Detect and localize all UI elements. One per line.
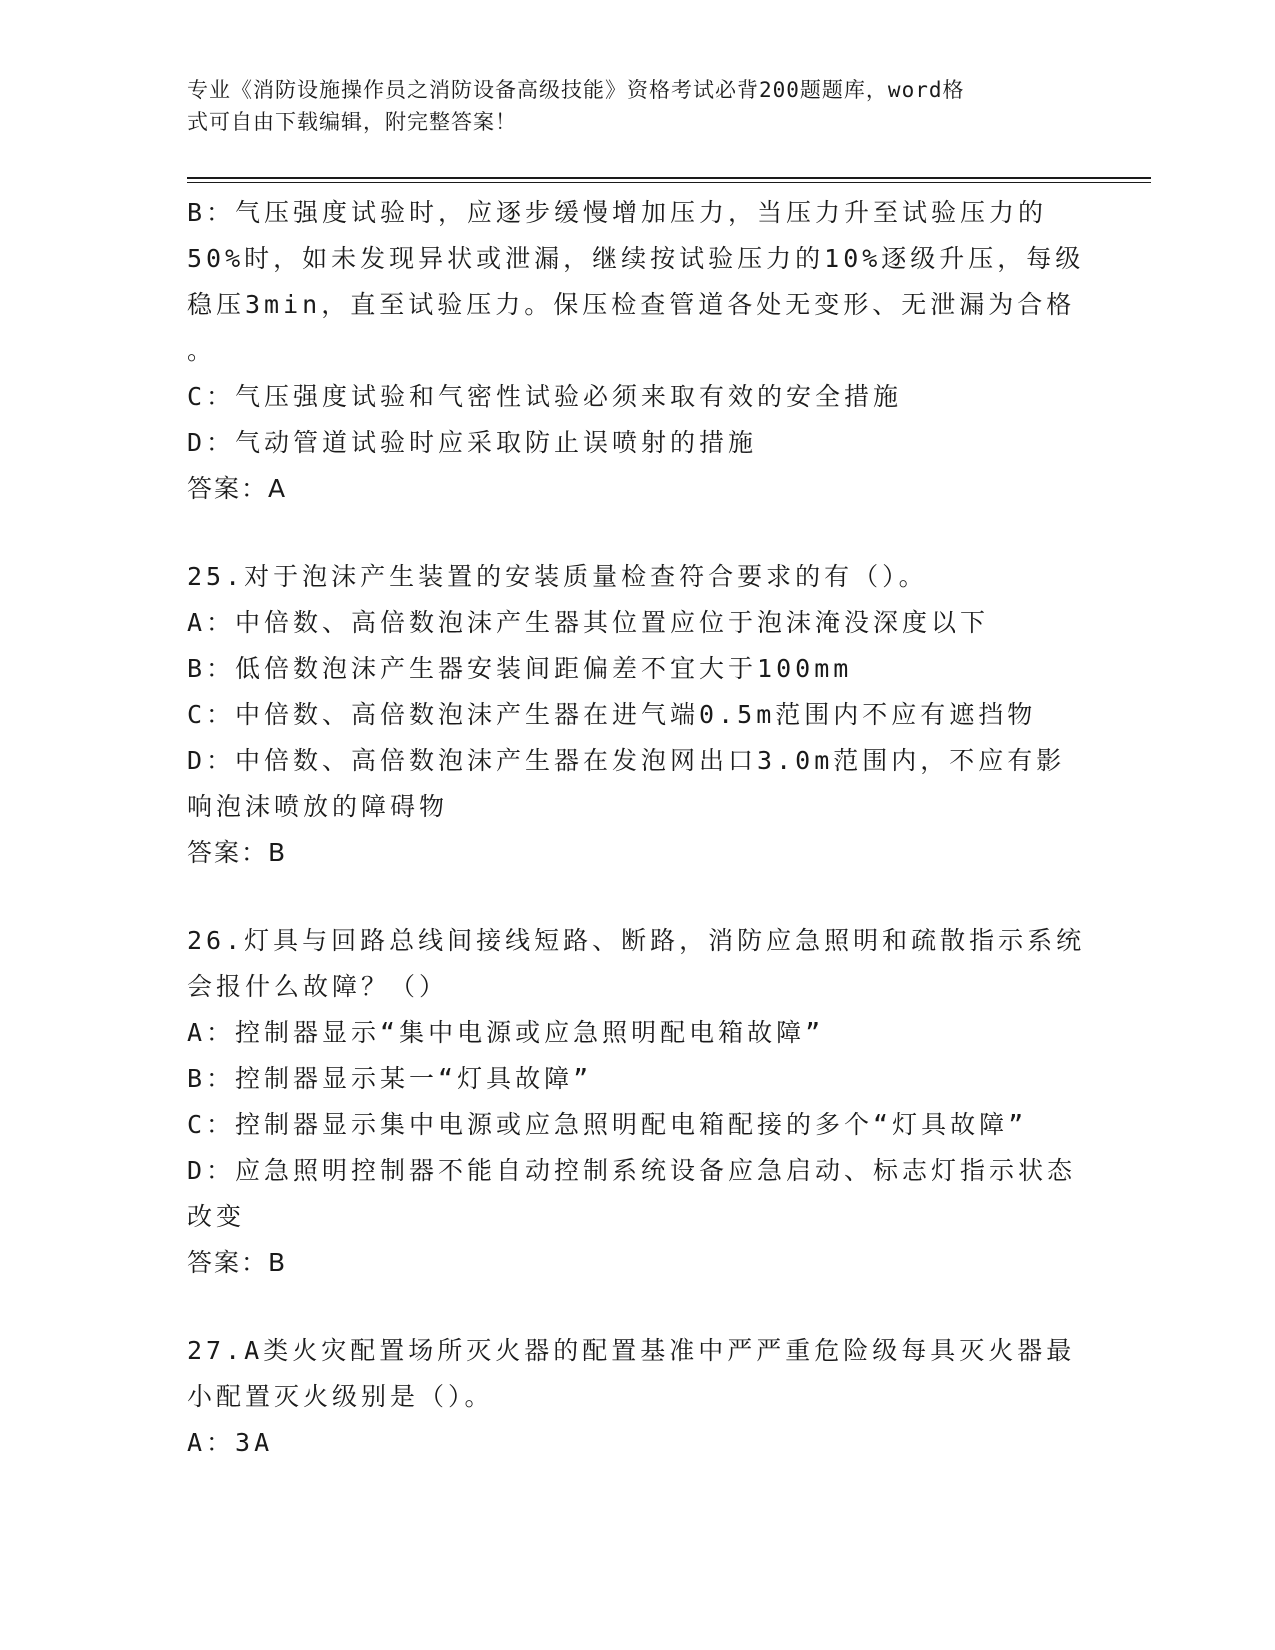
q25-stem: 25.对于泡沫产生装置的安装质量检查符合要求的有（）。 xyxy=(187,562,928,591)
q25-option-a: A：中倍数、高倍数泡沫产生器其位置应位于泡沫淹没深度以下 xyxy=(187,608,990,637)
document-header xyxy=(187,74,1057,138)
question-spacer xyxy=(187,512,1067,554)
question-spacer xyxy=(187,876,1067,918)
q24-option-b-line-2: 50%时，如未发现异状或泄漏，继续按试验压力的10%逐级升压，每级 xyxy=(187,244,1085,273)
q24-option-b-line-1: B：气压强度试验时，应逐步缓慢增加压力，当压力升至试验压力的 xyxy=(187,198,1048,227)
q26-option-d-line-2: 改变 xyxy=(187,1202,246,1231)
q24-option-c: C：气压强度试验和气密性试验必须来取有效的安全措施 xyxy=(187,382,903,411)
question-26-block xyxy=(187,918,1086,1286)
q25-option-d-line-1: D：中倍数、高倍数泡沫产生器在发泡网出口3.0m范围内，不应有影 xyxy=(187,746,1066,775)
q26-option-c: C：控制器显示集中电源或应急照明配电箱配接的多个“灯具故障” xyxy=(187,1110,1028,1139)
q24-option-b-line-3: 稳压3min，直至试验压力。保压检查管道各处无变形、无泄漏为合格 xyxy=(187,290,1076,319)
q27-option-a: A：3A xyxy=(187,1428,274,1457)
q26-option-b: B：控制器显示某一“灯具故障” xyxy=(187,1064,593,1093)
header-line-1: 专业《消防设施操作员之消防设备高级技能》资格考试必背200题题库，word格 xyxy=(187,78,965,102)
q26-option-a: A：控制器显示“集中电源或应急照明配电箱故障” xyxy=(187,1018,825,1047)
q26-stem-line-2: 会报什么故障？（） xyxy=(187,972,449,1001)
q24-option-d: D：气动管道试验时应采取防止误喷射的措施 xyxy=(187,428,758,457)
q26-answer: 答案：B xyxy=(187,1248,288,1277)
q27-stem-line-1: 27.A类火灾配置场所灭火器的配置基准中严严重危险级每具灭火器最 xyxy=(187,1336,1076,1365)
question-25-block xyxy=(187,554,1067,876)
q25-option-b: B：低倍数泡沫产生器安装间距偏差不宜大于100mm xyxy=(187,654,853,683)
q27-stem-line-2: 小配置灭火级别是（）。 xyxy=(187,1382,494,1411)
q25-option-d-line-2: 响泡沫喷放的障碍物 xyxy=(187,792,449,821)
q26-option-d-line-1: D：应急照明控制器不能自动控制系统设备应急启动、标志灯指示状态 xyxy=(187,1156,1077,1185)
q24-answer: 答案：A xyxy=(187,474,288,503)
q24-option-b-line-4: 。 xyxy=(187,336,217,365)
question-24-block xyxy=(187,190,1085,512)
q25-option-c: C：中倍数、高倍数泡沫产生器在进气端0.5m范围内不应有遮挡物 xyxy=(187,700,1037,729)
question-spacer xyxy=(187,1286,1067,1328)
header-divider-thin xyxy=(187,182,1151,183)
header-line-2: 式可自由下载编辑，附完整答案！ xyxy=(187,110,517,134)
q25-answer: 答案：B xyxy=(187,838,288,867)
document-body xyxy=(187,190,1086,1466)
header-divider-thick xyxy=(187,177,1151,179)
q26-stem-line-1: 26.灯具与回路总线间接线短路、断路，消防应急照明和疏散指示系统 xyxy=(187,926,1086,955)
question-27-block xyxy=(187,1328,1076,1466)
